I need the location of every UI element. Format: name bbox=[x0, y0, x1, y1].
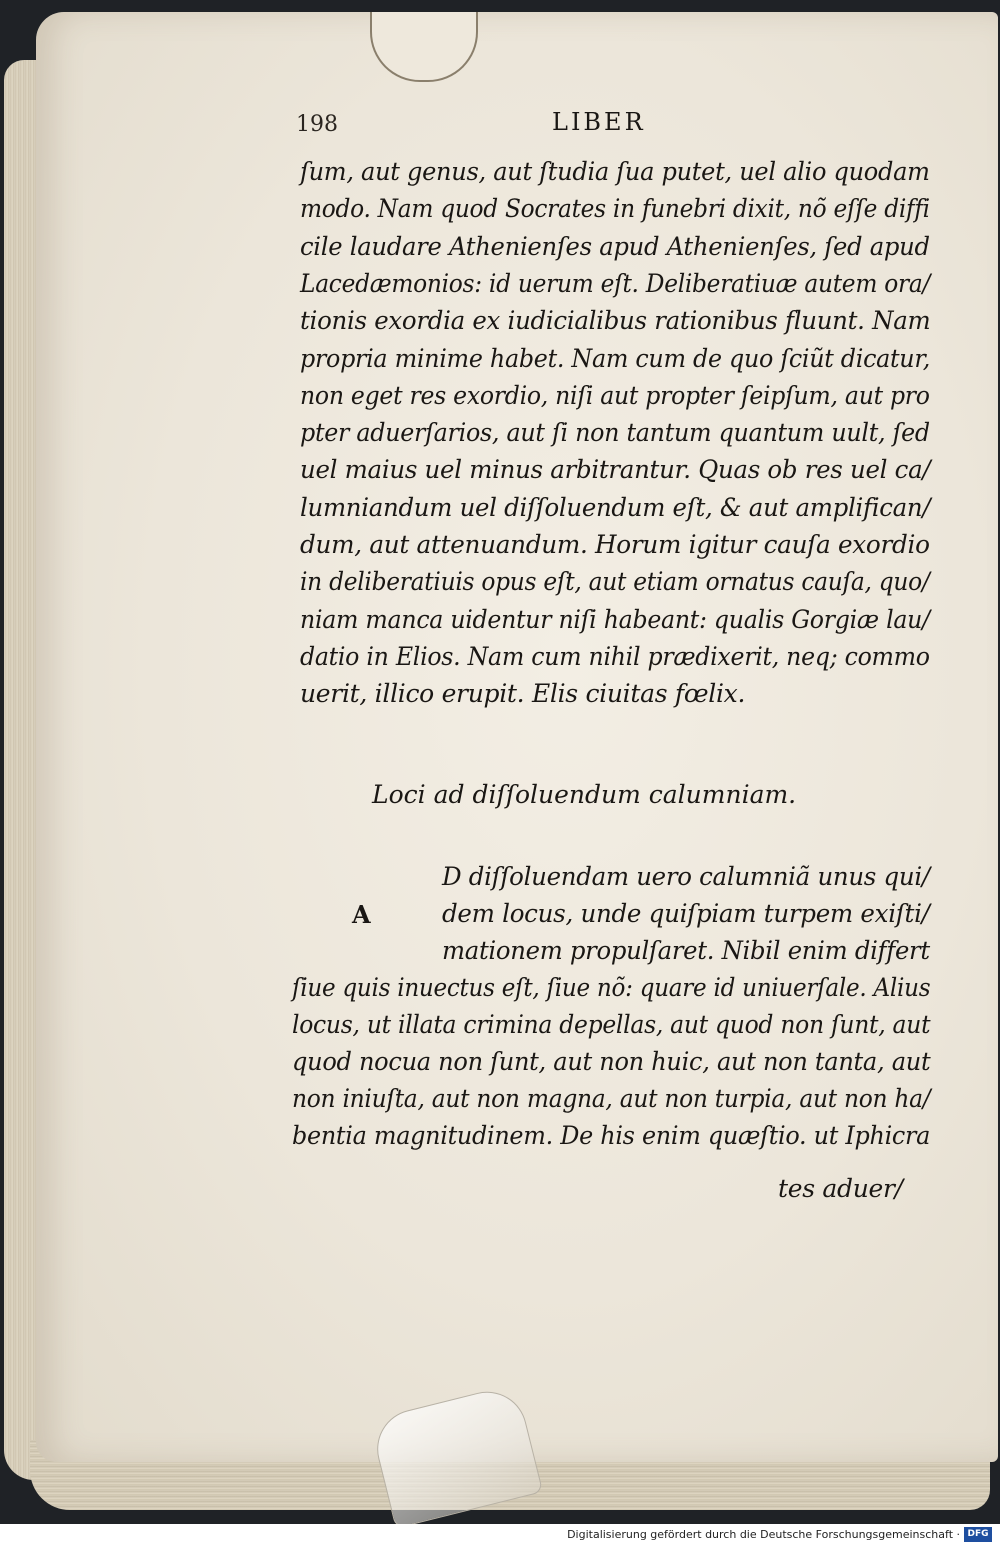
text-line: cile laudare Athenienſes apud Athenienſes, ſed apud bbox=[300, 231, 930, 261]
text-line: lumniandum uel diſſoluendum eſt, & aut amplifican/ bbox=[300, 492, 931, 522]
text-line: ſum, aut genus, aut ſtudia ſua putet, uel alio quodam bbox=[300, 157, 930, 186]
initial-letter: A bbox=[352, 900, 371, 929]
text-line: datio in Elios. Nam cum nihil prædixerit, neq; commo bbox=[300, 641, 930, 671]
text-line: non iniuſta, aut non magna, aut non turpia, aut non ha/ bbox=[292, 1084, 931, 1113]
dfg-logo-icon: DFG bbox=[964, 1527, 992, 1542]
text-line: pter aduerſarios, aut ſi non tantum quantum uult, ſed bbox=[300, 418, 930, 448]
text-line: locus, ut illata crimina depellas, aut quod non ſunt, aut bbox=[292, 1010, 931, 1039]
text-line: uel maius uel minus arbitrantur. Quas ob res uel ca/ bbox=[300, 455, 931, 485]
text-line: niam manca uidentur niſi habeant: qualis Gorgiæ lau/ bbox=[300, 604, 930, 634]
running-title: LIBER bbox=[552, 108, 646, 136]
text-line: Lacedæmonios: id uerum eſt. Deliberatiuæ autem ora/ bbox=[300, 268, 931, 298]
text-line: ſiue quis inuectus eſt, ſiue nõ: quare id uniuerſale. Alius bbox=[292, 973, 931, 1002]
text-line: in deliberatiuis opus eſt, aut etiam ornatus cauſa, quo/ bbox=[300, 567, 930, 597]
text-line: dum, aut attenuandum. Horum igitur cauſa exordio bbox=[300, 530, 930, 559]
section-heading: Loci ad diſſoluendum calumniam. bbox=[372, 780, 797, 809]
text-line: tionis exordia ex iudicialibus rationibus fluunt. Nam bbox=[300, 306, 931, 336]
footer-credit: Digitalisierung gefördert durch die Deutsche Forschungsgemeinschaft · bbox=[567, 1528, 960, 1541]
text-line: mationem propulſaret. Nibil enim differt bbox=[442, 936, 930, 965]
page-number: 198 bbox=[296, 112, 338, 137]
footer-bar bbox=[0, 1524, 1000, 1546]
text-line: dem locus, unde quiſpiam turpem exiſti/ bbox=[442, 899, 930, 928]
text-line: quod nocua non ſunt, aut non huic, aut non tanta, aut bbox=[292, 1047, 931, 1076]
text-line: propria minime habet. Nam cum de quo ſciũt dicatur, bbox=[300, 343, 931, 373]
text-line: non eget res exordio, niſi aut propter ſeipſum, aut pro bbox=[300, 380, 930, 410]
text-line: bentia magnitudinem. De his enim quæſtio. ut Iphicra bbox=[292, 1121, 931, 1150]
text-line: D diſſoluendam uero calumniã unus qui/ bbox=[442, 862, 930, 891]
text-line: modo. Nam quod Socrates in funebri dixit, nõ eſſe diffi bbox=[300, 194, 930, 224]
text-line: uerit, illico erupit. Elis ciuitas fœlix. bbox=[300, 679, 746, 709]
text-line: tes aduer/ bbox=[778, 1174, 903, 1203]
